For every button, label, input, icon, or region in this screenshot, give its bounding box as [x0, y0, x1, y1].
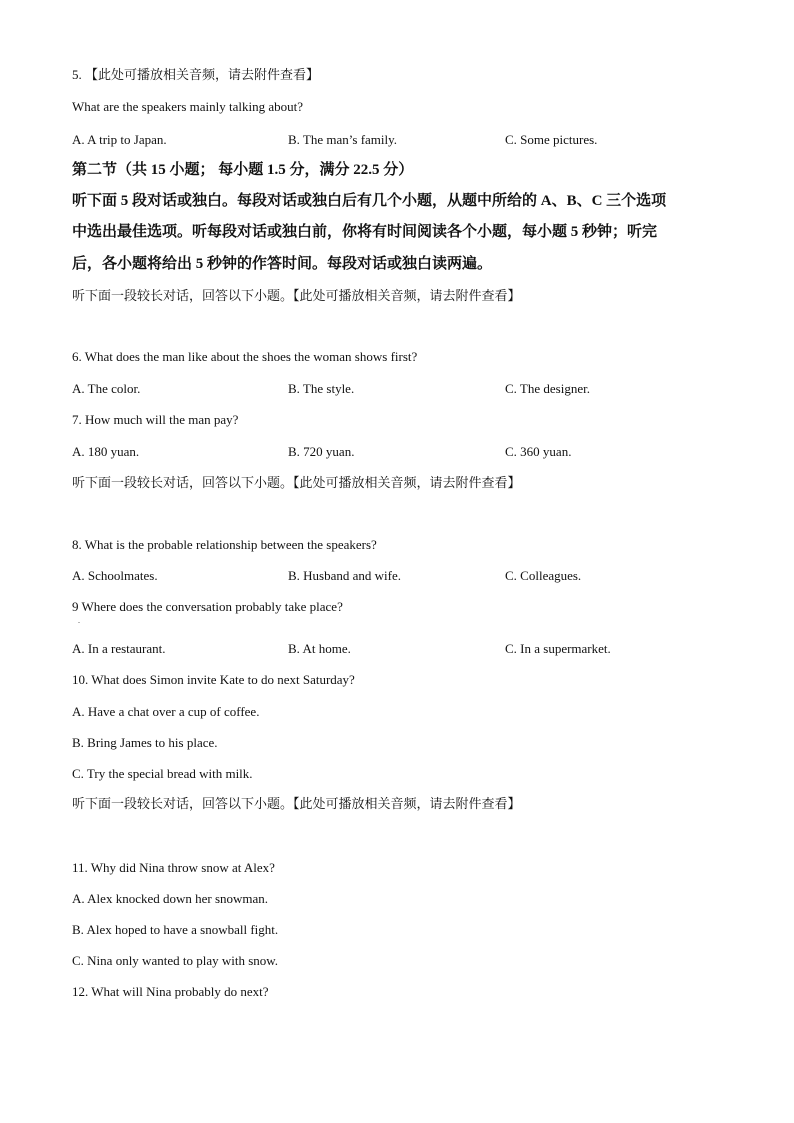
- section2-instructions-2: 中选出最佳选项。听每段对话或独白前，你将有时间阅读各个小题，每小题 5 秒钟；听完: [72, 224, 658, 240]
- q10-option-c: C. Try the special bread with milk.: [72, 766, 253, 781]
- section2-title: 第二节（共 15 小题； 每小题 1.5 分，满分 22.5 分）: [72, 162, 414, 178]
- q8-option-a: A. Schoolmates.: [72, 568, 158, 583]
- q7-option-b: B. 720 yuan.: [288, 444, 355, 459]
- q5-option-b: B. The man’s family.: [288, 132, 398, 147]
- q12-question: 12. What will Nina probably do next?: [72, 984, 269, 999]
- q6-option-b: B. The style.: [288, 381, 355, 396]
- q6-question: 6. What does the man like about the shoes the woman shows first?: [72, 349, 418, 364]
- q7-option-c: C. 360 yuan.: [505, 444, 572, 459]
- section2-instructions-3: 后，各小题将给出 5 秒钟的作答时间。每段对话或独白读两遍。: [72, 256, 493, 272]
- q11-option-c: C. Nina only wanted to play with snow.: [72, 953, 279, 968]
- q5-option-a: A. A trip to Japan.: [72, 132, 167, 147]
- q5-question: What are the speakers mainly talking about?: [72, 99, 304, 114]
- q10-question: 10. What does Simon invite Kate to do next Saturday?: [72, 672, 355, 687]
- section2-instructions-1: 听下面 5 段对话或独白。每段对话或独白后有几个小题，从题中所给的 A、B、C 三个选项: [72, 193, 667, 209]
- q6-option-c: C. The designer.: [505, 381, 590, 396]
- q7-question: 7. How much will the man pay?: [72, 412, 239, 427]
- q11-option-b: B. Alex hoped to have a snowball fight.: [72, 922, 279, 937]
- q6-option-a: A. The color.: [72, 381, 141, 396]
- q8-question: 8. What is the probable relationship between the speakers?: [72, 537, 377, 552]
- q11-option-a: A. Alex knocked down her snowman.: [72, 891, 269, 906]
- q9-question: 9 Where does the conversation probably take place?: [72, 599, 343, 614]
- q10-option-b: B. Bring James to his place.: [72, 735, 218, 750]
- q8-option-b: B. Husband and wife.: [288, 568, 402, 583]
- q7-option-a: A. 180 yuan.: [72, 444, 140, 459]
- q9-option-a: A. In a restaurant.: [72, 641, 166, 656]
- audio-prompt-3: 听下面一段较长对话，回答以下小题。【此处可播放相关音频，请去附件查看】: [72, 796, 521, 811]
- q10-option-a: A. Have a chat over a cup of coffee.: [72, 704, 260, 719]
- q9-number-dot: .: [78, 616, 80, 625]
- q8-option-c: C. Colleagues.: [505, 568, 582, 583]
- audio-prompt-2: 听下面一段较长对话，回答以下小题。【此处可播放相关音频，请去附件查看】: [72, 475, 521, 490]
- q5-audio-note: 5. 【此处可播放相关音频，请去附件查看】: [72, 67, 320, 82]
- audio-prompt-1: 听下面一段较长对话，回答以下小题。【此处可播放相关音频，请去附件查看】: [72, 288, 521, 303]
- q9-option-c: C. In a supermarket.: [505, 641, 611, 656]
- q9-option-b: B. At home.: [288, 641, 351, 656]
- q5-option-c: C. Some pictures.: [505, 132, 598, 147]
- q11-question: 11. Why did Nina throw snow at Alex?: [72, 860, 275, 875]
